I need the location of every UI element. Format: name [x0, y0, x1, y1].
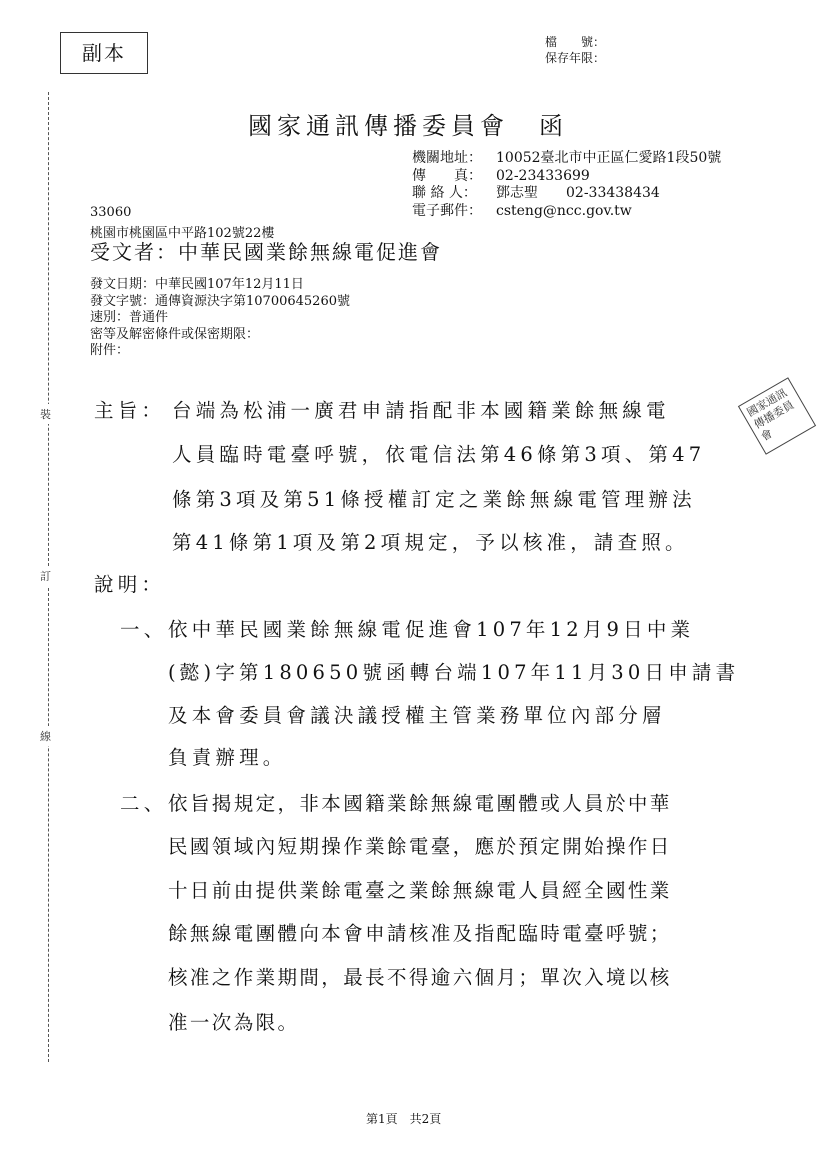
contact-block	[412, 150, 721, 220]
attachments: 附件：	[90, 343, 130, 358]
issue-date: 發文日期：中華民國107年12月11日	[90, 277, 304, 292]
binding-mark: 線	[40, 726, 51, 746]
item-line: 准一次為限。	[168, 1011, 300, 1034]
item-line: 民國領域內短期操作業餘電臺，應於預定開始操作日	[168, 835, 672, 858]
copy-label: 副本	[60, 32, 148, 74]
security-level: 密等及解密條件或保密期限：	[90, 326, 260, 342]
subject-line: 人員臨時電臺呼號，依電信法第46條第3項、第47	[172, 443, 706, 466]
item-line: 十日前由提供業餘電臺之業餘無線電人員經全國性業	[168, 879, 672, 902]
urgency: 速別：普通件	[90, 310, 169, 325]
received-stamp: 國家通訊傳播委員會	[738, 377, 816, 454]
document-number: 發文字號：通傳資源決字第10700645260號	[90, 293, 350, 309]
recipient-address: 桃園市桃園區中平路102號22樓	[90, 226, 275, 241]
item-number: 一、	[120, 618, 168, 641]
agency-name: 國家通訊傳播委員會	[248, 112, 509, 140]
item-line: 核准之作業期間，最長不得逾六個月；單次入境以核	[168, 966, 672, 989]
item-number: 二、	[120, 792, 168, 815]
document-meta	[90, 277, 350, 360]
binding-mark: 裝	[40, 404, 51, 424]
retention-label: 保存年限：	[545, 51, 606, 65]
subject-line: 條第3項及第51條授權訂定之業餘無線電管理辦法	[172, 488, 696, 511]
recipient-zip: 33060	[90, 205, 132, 220]
subject-label: 主旨：	[94, 399, 166, 422]
page-number: 第1頁 共2頁	[366, 1112, 442, 1126]
item-line: (懿)字第180650號函轉台端107年11月30日申請書	[168, 661, 740, 684]
subject-line: 第41條第1項及第2項規定，予以核准，請查照。	[172, 531, 689, 554]
item-line: 及本會委員會議決議授權主管業務單位內部分層	[168, 704, 666, 727]
explanation-label: 說明：	[94, 573, 166, 596]
item-line: 依中華民國業餘無線電促進會107年12月9日中業	[168, 618, 695, 641]
binding-mark: 訂	[40, 566, 51, 586]
recipient-line: 受文者：中華民國業餘無線電促進會	[90, 240, 442, 264]
item-line: 依旨揭規定，非本國籍業餘無線電團體或人員於中華	[168, 792, 672, 815]
contact-row: 電子郵件： csteng@ncc.gov.tw	[412, 202, 632, 219]
archive-info	[545, 34, 605, 66]
document-title	[248, 106, 568, 141]
contact-row: 機關地址： 10052臺北市中正區仁愛路1段50號	[412, 150, 722, 166]
item-line: 餘無線電團體向本會申請核准及指配臨時電臺呼號；	[168, 922, 672, 945]
contact-row: 聯 絡 人： 鄧志聖 02-33438434	[412, 185, 660, 201]
item-line: 負責辦理。	[168, 746, 287, 769]
contact-row: 傳 真： 02-23433699	[412, 167, 590, 184]
subject-line: 台端為松浦一廣君申請指配非本國籍業餘無線電	[172, 399, 670, 422]
file-number-label: 檔 號：	[545, 35, 606, 49]
document-type: 函	[539, 112, 568, 140]
